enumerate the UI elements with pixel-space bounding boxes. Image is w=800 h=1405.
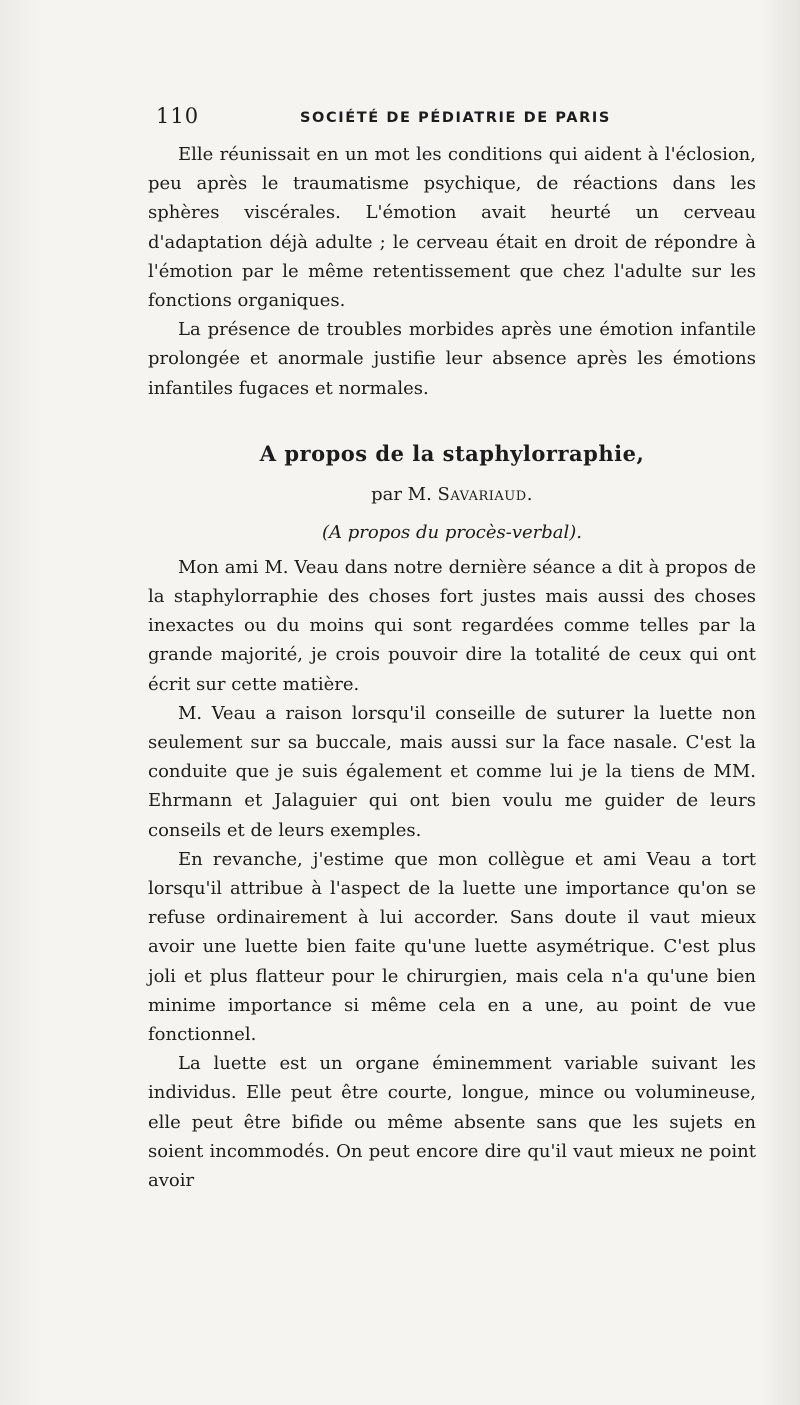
page-header: [156, 104, 756, 134]
running-head: SOCIÉTÉ DE PÉDIATRIE DE PARIS: [300, 110, 611, 126]
page-number: 110: [156, 104, 200, 128]
paragraph-article-2: M. Veau a raison lorsqu'il conseille de suturer la luette non seulement sur sa buccale, mais aussi sur la face nasale. C'est la conduite que je suis également et comme lui je la tiens de MM. Ehrmann et Jalaguier qui ont bien voulu me guider de leurs conseils et de leurs exemples.: [148, 702, 756, 841]
article-note: (A propos du procès-verbal).: [321, 521, 583, 543]
author-prefix: par M.: [371, 483, 438, 505]
paragraph-article-1: Mon ami M. Veau dans notre dernière séance a dit à propos de la staphylorraphie des choses fort justes mais aussi des choses inexactes ou du moins qui sont regardées comme telles par la grande majorité, je crois pouvoir dire la totalité de ceux qui ont écrit sur cette matière.: [148, 556, 756, 695]
article-title: A propos de la staphylorraphie,: [259, 440, 645, 466]
article-author: [148, 481, 756, 509]
paragraph-emotion-1: Elle réunissait en un mot les conditions qui aident à l'éclosion, peu après le traumatisme psychique, de réactions dans les sphères viscérales. L'émotion avait heurté un cerveau d'adaptation déjà adulte ; le cerveau était en droit de répondre à l'émotion par le même retentissement que chez l'adulte sur les fonctions organiques.: [148, 144, 756, 312]
paragraph-emotion-2: La présence de troubles morbides après une émotion infantile prolongée et anormale justifie leur absence après les émotions infantiles fugaces et normales.: [148, 319, 756, 399]
paragraph-article-3: En revanche, j'estime que mon collègue et ami Veau a tort lorsqu'il attribue à l'aspect de la luette une importance qu'on se refuse ordinairement à lui accorder. Sans doute il vaut mieux avoir une luette bien faite qu'une luette asymétrique. C'est plus joli et plus flatteur pour le chirurgien, mais cela n'a qu'une bien minime importance si même cela en a une, au point de vue fonctionnel.: [148, 848, 756, 1046]
paragraph-article-4: La luette est un organe éminemment variable suivant les individus. Elle peut être courte, longue, mince ou volumineuse, elle peut être bifide ou même absente sans que les sujets en soient incommodés. On peut encore dire qu'il vaut mieux ne point avoir: [148, 1053, 756, 1192]
author-name: Savariaud.: [437, 483, 533, 505]
page-body: [148, 140, 756, 1195]
